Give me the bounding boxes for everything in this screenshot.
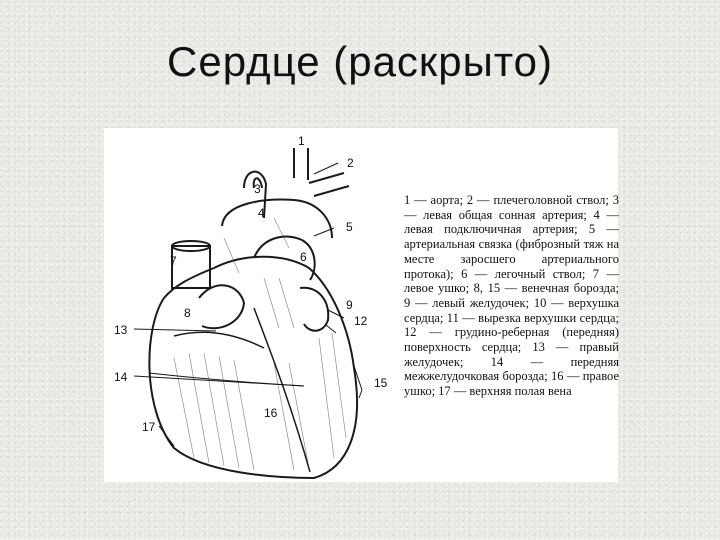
callout-6: 6 (300, 250, 307, 264)
callout-14: 14 (114, 370, 128, 384)
callout-8: 12 (354, 314, 368, 328)
callout-4: 2 (347, 156, 354, 170)
callout-2: 3 (254, 182, 261, 196)
figure-legend: 1 — аорта; 2 — плечеголовной ствол; 3 — левая общая сонная артерия; 4 — левая подключичная артерия; 5 — артериальная связка (фиброзный тяж на месте заросшего артериального протока); 6 — легочный ствол; 7 — левое ушко; 8, 15 — венечная борозда; 9 — левый желудочек; 10 — верхушка сердца; 11 — вырезка верхушки сердца; 12 — грудино-реберная (передняя) поверхность сердца; 13 — правый желудочек; 14 — передняя межжелудочковая борозда; 16 — правое ушко; 17 — верхняя полая вена (404, 193, 619, 399)
slide-title: Сердце (раскрыто) (167, 38, 553, 85)
callout-3: 1 (298, 134, 305, 148)
callout-7: 9 (346, 298, 353, 312)
callout-1: 4 (258, 206, 265, 220)
callout-15: 13 (114, 323, 128, 337)
callout-16: 8 (184, 306, 191, 320)
callout-17: 7 (170, 254, 177, 268)
callout-12: 16 (264, 406, 278, 420)
heart-diagram-figure (104, 128, 618, 482)
callout-9: 15 (374, 376, 388, 390)
callout-13: 17 (142, 420, 156, 434)
callout-5: 5 (346, 220, 353, 234)
